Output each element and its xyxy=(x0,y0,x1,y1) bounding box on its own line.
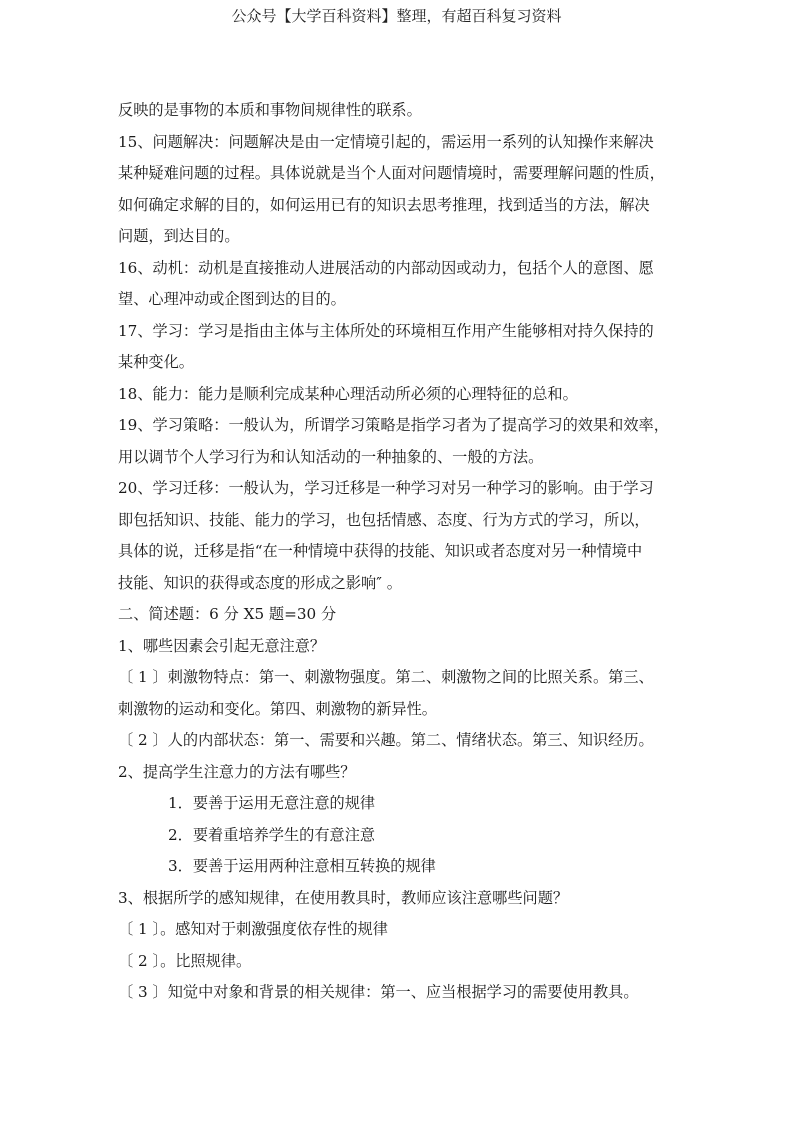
text-line: 某种疑难问题的过程。具体说就是当个人面对问题情境时，需要理解问题的性质， xyxy=(118,164,665,182)
text-line: 18、能力：能力是顺利完成某种心理活动所必须的心理特征的总和。 xyxy=(118,384,578,403)
list-item: 2．要着重培养学生的有意注意 xyxy=(168,825,376,844)
text-line: 〔 1 〕。感知对于刺激强度依存性的规律 xyxy=(118,920,388,938)
text-line: 问题，到达目的。 xyxy=(118,227,240,245)
text-line: 19、学习策略：一般认为，所谓学习策略是指学习者为了提高学习的效果和效率， xyxy=(118,416,669,434)
text-line: 具体的说，迁移是指“在一种情境中获得的技能、知识或者态度对另一种情境中 xyxy=(118,542,643,560)
text-line: 技能、知识的获得或态度的形成之影响″ 。 xyxy=(118,573,402,592)
text-line: 反映的是事物的本质和事物间规律性的联系。 xyxy=(118,101,422,119)
page-header: 公众号【大学百科资料】整理，有超百科复习资料 xyxy=(231,7,562,25)
list-item: 3．要善于运用两种注意相互转换的规律 xyxy=(168,857,436,875)
text-line: 16、动机：动机是直接推动人进展活动的内部动因或动力，包括个人的意图、愿 xyxy=(118,258,654,277)
text-line: 用以调节个人学习行为和认知活动的一种抽象的、一般的方法。 xyxy=(118,447,544,466)
text-line: 如何确定求解的目的，如何运用已有的知识去思考推理，找到适当的方法，解决 xyxy=(118,195,650,214)
list-item: 1．要善于运用无意注意的规律 xyxy=(168,794,376,812)
text-line: 17、学习：学习是指由主体与主体所处的环境相互作用产生能够相对持久保持的 xyxy=(118,321,654,340)
text-line: 20、学习迁移：一般认为，学习迁移是一种学习对另一种学习的影响。由于学习 xyxy=(118,479,654,497)
text-line: 〔 2 〕人的内部状态：第一、需要和兴趣。第二、情绪状态。第三、知识经历。 xyxy=(118,731,654,749)
question-line: 2、提高学生注意力的方法有哪些？ xyxy=(118,762,356,781)
text-line: 〔 1 〕刺激物特点：第一、刺激物强度。第二、刺激物之间的比照关系。第三、 xyxy=(118,668,654,686)
question-line: 1、哪些因素会引起无意注意？ xyxy=(118,636,326,655)
text-line: 望、心理冲动或企图到达的目的。 xyxy=(118,290,346,308)
section-heading: 二、简述题：6 分 X5 题=30 分 xyxy=(118,605,337,623)
question-line: 3、根据所学的感知规律，在使用教具时，教师应该注意哪些问题？ xyxy=(118,888,569,907)
text-line: 某种变化。 xyxy=(118,353,194,371)
text-line: 〔 2 〕。比照规律。 xyxy=(118,951,252,970)
text-line: 刺激物的运动和变化。第四、刺激物的新异性。 xyxy=(118,699,437,718)
text-line: 〔 3 〕知觉中对象和背景的相关规律：第一、应当根据学习的需要使用教具。 xyxy=(118,983,639,1001)
text-line: 即包括知识、技能、能力的学习，也包括情感、态度、行为方式的学习，所以， xyxy=(118,510,650,529)
document-body xyxy=(118,95,678,1009)
text-line: 15、问题解决：问题解决是由一定情境引起的，需运用一系列的认知操作来解决 xyxy=(118,132,654,151)
